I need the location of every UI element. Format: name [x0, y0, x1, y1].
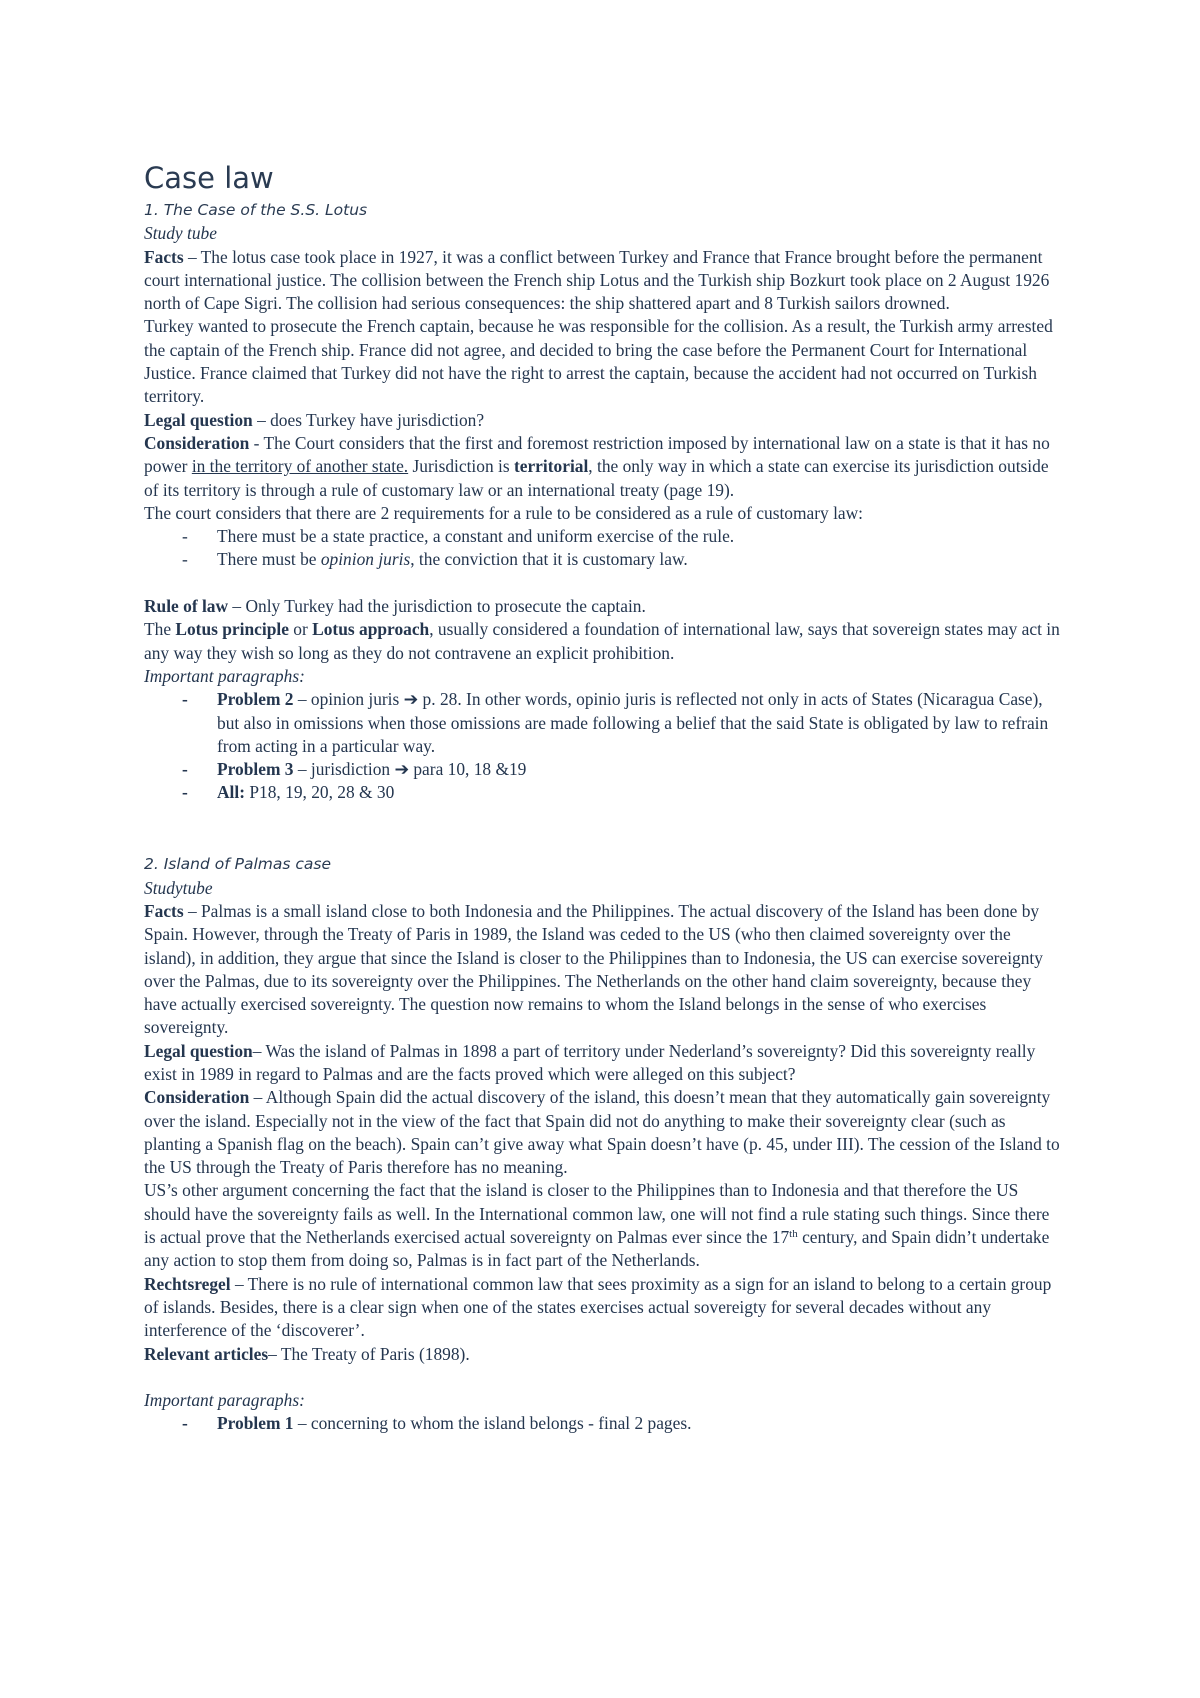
- text: US’s other argument concerning the fact that the island is closer to the Philippines than to Indonesia and that therefore the US should have the sovereignty fails as well. In the International common law, one will not find a rule stating such things. Since there is actual prove that the Netherlands exercised actual sovereignty on Palmas ever since the 17: [144, 1180, 1050, 1248]
- section-lotus: [144, 199, 1064, 805]
- list-item: [144, 688, 1064, 758]
- legal-question-paragraph: [144, 409, 1064, 432]
- list-item-text: , the conviction that it is customary law.: [410, 549, 688, 570]
- facts-text: – Palmas is a small island close to both Indonesia and the Philippines. The actual discovery of the Island has been done by Spain. However, through the Treaty of Paris in 1989, the Island was ceded to the US (who then claimed sovereignty over the island), in addition, they argue that since the Island is closer to the Philippines than to Indonesia, the US can exercise sovereignty over the Palmas, due to its sovereignty over the Philippines. The Netherlands on the other hand claim sovereignty, because they have actually exercised sovereignty. The question now remains to whom the Island belongs in the sense of who exercises sovereignty.: [144, 900, 1043, 1038]
- rule-of-law-paragraph: [144, 595, 1064, 618]
- dash-bullet: -: [182, 549, 188, 570]
- rechtsregel-paragraph: [144, 1273, 1064, 1343]
- rechtsregel-text: – There is no rule of international common law that sees proximity as a sign for an island to belong to a certain group of islands. Besides, there is a clear sign when one of the states exercises actual sovereigty for several decades without any interference of the ‘discoverer’.: [144, 1273, 1052, 1341]
- dash-bullet: -: [182, 526, 188, 547]
- consideration-text: - The Court considers that the first and foremost restriction imposed by international law on a state is that it has no power: [144, 432, 1050, 477]
- facts-paragraph: [144, 900, 1064, 1040]
- rechtsregel-label: Rechtsregel: [144, 1273, 231, 1294]
- legal-question-text: – Was the island of Palmas in 1898 a part of territory under Nederland’s sovereignty? Did this sovereignty really exist in 1989 in regard to Palmas and are the facts proved which were alleged on this subject?: [144, 1040, 1036, 1084]
- list-item-text: P18, 19, 20, 28 & 30: [245, 782, 395, 803]
- problem-label: Problem 1: [217, 1413, 294, 1434]
- text: century, and Spain didn’t undertake any action to stop them from doing so, Palmas is in fact part of the Netherlands.: [144, 1227, 1050, 1271]
- text: The: [144, 619, 176, 640]
- facts-paragraph-2: Turkey wanted to prosecute the French captain, because he was responsible for the collision. As a result, the Turkish army arrested the captain of the French ship. France did not agree, and decided to bring the case before the Permanent Court for International Justice. France claimed that Turkey did not have the right to arrest the captain, because the accident had not occurred on Turkish territory.: [144, 316, 1053, 407]
- dash-bullet: -: [182, 782, 188, 803]
- list-item: [144, 758, 1064, 781]
- list-item-text: – concerning to whom the island belongs - final 2 pages.: [293, 1413, 692, 1434]
- bold-term: territorial: [513, 456, 589, 477]
- important-paragraphs-list: [144, 688, 1064, 804]
- superscript: th: [789, 1228, 798, 1241]
- relevant-articles-label: Relevant articles: [144, 1343, 269, 1364]
- list-item-text: There must be: [217, 549, 321, 570]
- list-item: [144, 1412, 1064, 1435]
- argument-paragraph: [144, 1179, 1064, 1272]
- rule-of-law-label: Rule of law: [144, 596, 229, 617]
- important-paragraphs-label: Important paragraphs:: [144, 1390, 305, 1411]
- text: , usually considered a foundation of international law, says that sovereign states may act in any way they wish so long as they do not contravene an explicit prohibition.: [144, 619, 1060, 663]
- list-item: [144, 781, 1064, 804]
- legal-question-label: Legal question: [144, 409, 253, 430]
- facts-label: Facts: [144, 900, 184, 921]
- relevant-articles-text: – The Treaty of Paris (1898).: [268, 1343, 470, 1364]
- section-heading: 2. Island of Palmas case: [144, 855, 332, 874]
- legal-question-text: – does Turkey have jurisdiction?: [252, 409, 485, 430]
- requirements-list: [144, 525, 1064, 572]
- text: or: [288, 619, 313, 640]
- italic-term: opinion juris: [320, 549, 411, 570]
- source-label: Studytube: [144, 877, 213, 898]
- consideration-text: , the only way in which a state can exercise its jurisdiction outside of its territory is through a rule of customary law or an international treaty (page 19).: [144, 456, 1049, 500]
- facts-label: Facts: [144, 246, 184, 267]
- dash-bullet: -: [182, 759, 188, 780]
- consideration-label: Consideration: [144, 1087, 250, 1108]
- lotus-principle-paragraph: [144, 618, 1064, 665]
- rule-of-law-text: – Only Turkey had the jurisdiction to prosecute the captain.: [228, 596, 646, 617]
- problem-label: Problem 2: [217, 689, 294, 710]
- facts-text: – The lotus case took place in 1927, it was a conflict between Turkey and France that France brought before the permanent court international justice. The collision between the French ship Lotus and the Turkish ship Bozkurt took place on 2 August 1926 north of Cape Sigri. The collision had serious consequences: the ship shattered apart and 8 Turkish sailors drowned.: [144, 246, 1050, 314]
- consideration-label: Consideration: [144, 432, 250, 453]
- source-label: Study tube: [144, 223, 217, 244]
- consideration-text: – Although Spain did the actual discovery of the island, this doesn’t mean that they automatically gain sovereignty over the island. Especially not in the view of the fact that Spain did not do anything to make their sovereignty clear (such as planting a Spanish flag on the beach). Spain can’t give away what Spain doesn’t have (p. 45, under III). The cession of the Island to the US through the Treaty of Paris therefore has no meaning.: [144, 1087, 1060, 1178]
- important-paragraphs-label: Important paragraphs:: [144, 665, 305, 686]
- bold-term: Lotus approach: [312, 619, 430, 640]
- consideration-paragraph: [144, 432, 1064, 502]
- all-label: All:: [217, 782, 246, 803]
- problem-label: Problem 3: [217, 759, 294, 780]
- list-item-text: – opinion juris ➔ p. 28. In other words, opinio juris is reflected not only in acts of States (Nicaragua Case), but also in omissions when those omissions are made following a belief that the said State is obligated by law to refrain from acting in a particular way.: [217, 689, 1049, 756]
- dash-bullet: -: [182, 689, 188, 710]
- document-page: [144, 160, 1064, 1436]
- important-paragraphs-list: [144, 1412, 1064, 1435]
- list-item-text: – jurisdiction ➔ para 10, 18 &19: [293, 759, 527, 780]
- list-item: [144, 525, 1064, 548]
- section-palmas: [144, 853, 1064, 1435]
- consideration-text: Jurisdiction is: [408, 456, 514, 477]
- requirements-intro: The court considers that there are 2 requirements for a rule to be considered as a rule of customary law:: [144, 502, 864, 523]
- dash-bullet: -: [182, 1413, 188, 1434]
- document-title: Case law: [144, 161, 274, 195]
- legal-question-label: Legal question: [144, 1040, 253, 1061]
- relevant-articles-paragraph: [144, 1343, 1064, 1366]
- underlined-text: in the territory of another state.: [191, 456, 409, 477]
- list-item-text: There must be a state practice, a constant and uniform exercise of the rule.: [217, 526, 735, 547]
- legal-question-paragraph: [144, 1040, 1064, 1087]
- facts-paragraph: [144, 246, 1064, 316]
- list-item: [144, 548, 1064, 571]
- consideration-paragraph: [144, 1086, 1064, 1179]
- section-heading: 1. The Case of the S.S. Lotus: [144, 201, 368, 219]
- bold-term: Lotus principle: [175, 619, 289, 640]
